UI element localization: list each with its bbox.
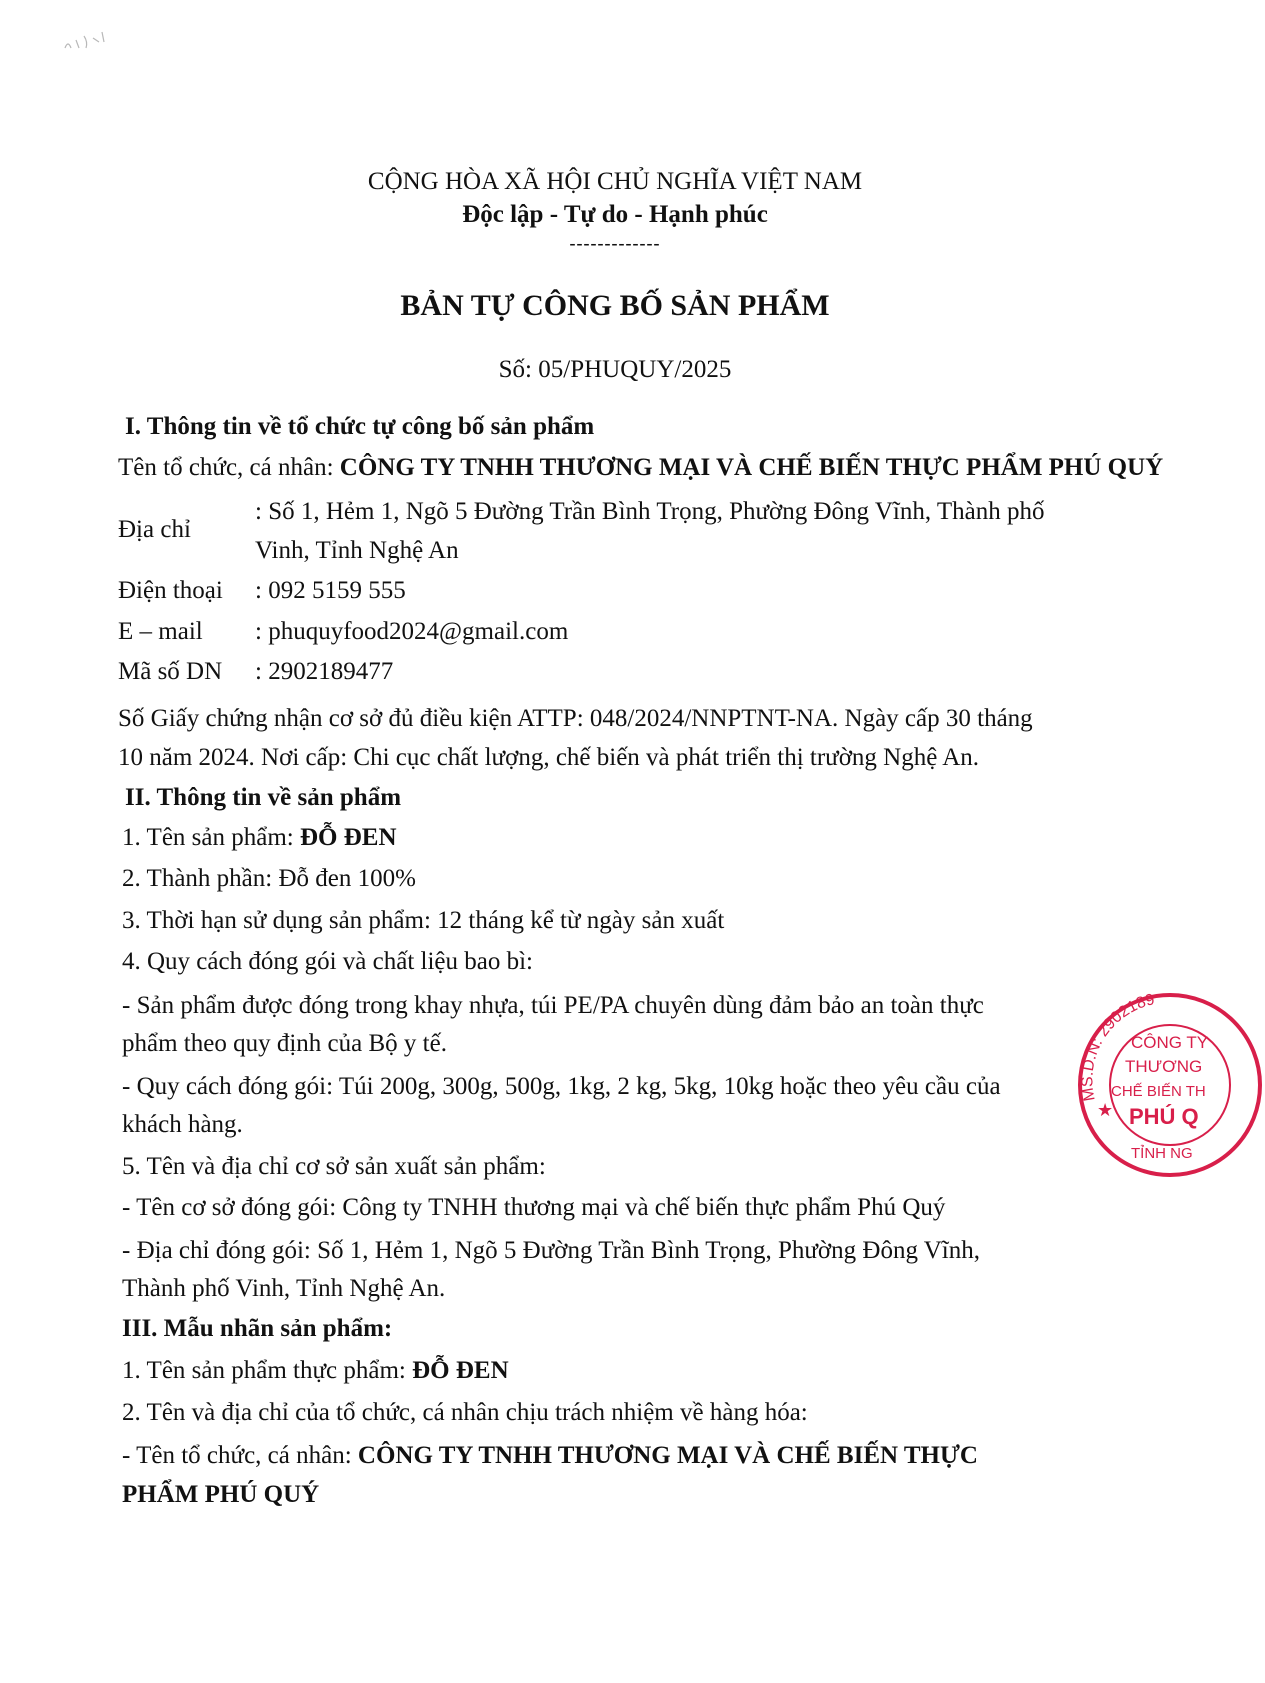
email-label: E – mail bbox=[118, 618, 203, 645]
seal-star-icon: ★ bbox=[1097, 1100, 1114, 1120]
address-label: Địa chỉ bbox=[118, 516, 191, 543]
document-number: Số: 05/PHUQUY/2025 bbox=[498, 356, 732, 383]
packaging-size-line-2: khách hàng. bbox=[122, 1111, 243, 1138]
phone-value: : 092 5159 555 bbox=[255, 577, 406, 604]
seal-registration: MS.D.N: 2902189 bbox=[1079, 991, 1157, 1103]
label-product-name-value: ĐỖ ĐEN bbox=[412, 1357, 509, 1384]
packaging-material-line-1: - Sản phẩm được đóng trong khay nhựa, túi PE/PA chuyên dùng đảm bảo an toàn thực bbox=[122, 992, 984, 1019]
address-line-2: Vinh, Tỉnh Nghệ An bbox=[255, 537, 459, 564]
seal-line-3: CHẾ BIẾN TH bbox=[1111, 1083, 1206, 1100]
shelf-life: 3. Thời hạn sử dụng sản phẩm: 12 tháng kể từ ngày sản xuất bbox=[122, 907, 725, 934]
scan-mark bbox=[60, 18, 130, 58]
responsible-party-heading: 2. Tên và địa chỉ của tổ chức, cá nhân chịu trách nhiệm về hàng hóa: bbox=[122, 1399, 808, 1426]
cert-line-1: Số Giấy chứng nhận cơ sở đủ điều kiện ATTP: 048/2024/NNPTNT-NA. Ngày cấp 30 tháng bbox=[118, 705, 1033, 732]
document-title: BẢN TỰ CÔNG BỐ SẢN PHẨM bbox=[400, 289, 830, 322]
section-1-heading: I. Thông tin về tổ chức tự công bố sản phẩm bbox=[125, 413, 595, 440]
ingredients: 2. Thành phần: Đỗ đen 100% bbox=[122, 865, 416, 892]
motto: Độc lập - Tự do - Hạnh phúc bbox=[462, 201, 768, 228]
responsible-party-label: - Tên tổ chức, cá nhân: bbox=[122, 1442, 358, 1469]
seal-bottom: TỈNH NG bbox=[1131, 1145, 1193, 1162]
product-name-row bbox=[122, 823, 397, 853]
email-value: : phuquyfood2024@gmail.com bbox=[255, 618, 569, 645]
product-name-value: ĐỖ ĐEN bbox=[299, 824, 397, 851]
responsible-party-name-1: CÔNG TY TNHH THƯƠNG MẠI VÀ CHẾ BIẾN THỰC bbox=[357, 1442, 978, 1469]
packer-name: - Tên cơ sở đóng gói: Công ty TNHH thương mại và chế biến thực phẩm Phú Quý bbox=[122, 1194, 946, 1221]
seal-line-2: THƯƠNG bbox=[1125, 1057, 1203, 1076]
label-product-name-row bbox=[122, 1356, 509, 1386]
seal-line-1: CÔNG TY bbox=[1131, 1033, 1209, 1052]
responsible-party-row bbox=[122, 1441, 978, 1471]
org-name: CÔNG TY TNHH THƯƠNG MẠI VÀ CHẾ BIẾN THỰC PHẨM PHÚ QUÝ bbox=[339, 454, 1164, 481]
product-name-label: 1. Tên sản phẩm: bbox=[122, 824, 300, 851]
packaging-material-line-2: phẩm theo quy định của Bộ y tế. bbox=[122, 1030, 447, 1057]
tax-label: Mã số DN bbox=[118, 658, 223, 685]
nation-heading: CỘNG HÒA XÃ HỘI CHỦ NGHĨA VIỆT NAM bbox=[367, 168, 863, 195]
packer-address-line-1: - Địa chỉ đóng gói: Số 1, Hẻm 1, Ngõ 5 Đường Trần Bình Trọng, Phường Đông Vĩnh, bbox=[122, 1237, 981, 1264]
packer-address-line-2: Thành phố Vinh, Tỉnh Nghệ An. bbox=[122, 1275, 446, 1302]
company-seal bbox=[1075, 990, 1265, 1180]
tax-value: : 2902189477 bbox=[255, 658, 394, 685]
responsible-party-name-2: PHẨM PHÚ QUÝ bbox=[122, 1481, 320, 1508]
producer-heading: 5. Tên và địa chỉ cơ sở sản xuất sản phẩm: bbox=[122, 1153, 546, 1180]
section-2-heading: II. Thông tin về sản phẩm bbox=[125, 784, 402, 811]
phone-label: Điện thoại bbox=[118, 577, 223, 604]
seal-line-4: PHÚ Q bbox=[1129, 1104, 1199, 1129]
cert-line-2: 10 năm 2024. Nơi cấp: Chi cục chất lượng, chế biến và phát triển thị trường Nghệ An. bbox=[118, 744, 980, 771]
section-3-heading: III. Mẫu nhãn sản phẩm: bbox=[122, 1315, 393, 1342]
address-line-1: : Số 1, Hẻm 1, Ngõ 5 Đường Trần Bình Trọng, Phường Đông Vĩnh, Thành phố bbox=[255, 498, 1045, 525]
packaging-size-line-1: - Quy cách đóng gói: Túi 200g, 300g, 500g, 1kg, 2 kg, 5kg, 10kg hoặc theo yêu cầu của bbox=[122, 1073, 1001, 1100]
label-product-name-label: 1. Tên sản phẩm thực phẩm: bbox=[122, 1357, 413, 1384]
org-row bbox=[118, 453, 1163, 483]
divider: ------------- bbox=[569, 233, 661, 253]
packaging-heading: 4. Quy cách đóng gói và chất liệu bao bì: bbox=[122, 948, 533, 975]
org-label: Tên tổ chức, cá nhân: bbox=[118, 454, 340, 481]
